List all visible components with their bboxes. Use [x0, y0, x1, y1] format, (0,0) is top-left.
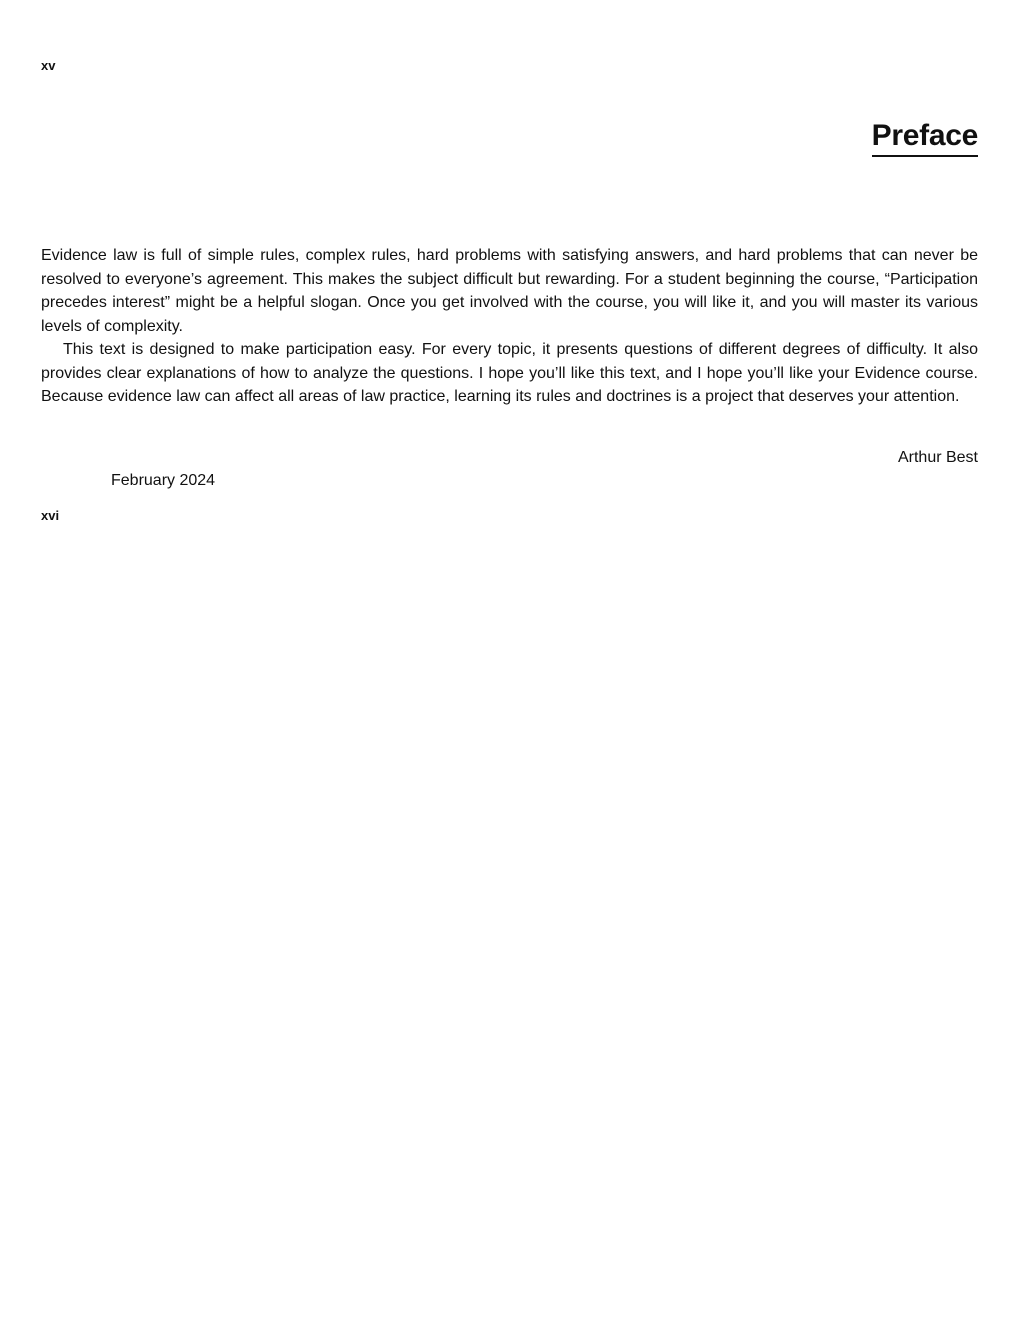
preface-body: [41, 244, 978, 409]
paragraph-1: Evidence law is full of simple rules, complex rules, hard problems with satisfying answers, and hard problems that can never be resolved to everyone’s agreement. This makes the subject difficult but rewarding. For a student beginning the course, “Participation precedes interest” might be a helpful slogan. Once you get involved with the course, you will like it, and you will master its various levels of complexity.: [41, 247, 978, 335]
chapter-title: Preface: [872, 118, 978, 157]
page-number-top: xv: [41, 58, 56, 73]
author-signature: Arthur Best: [897, 449, 978, 466]
paragraph-2: This text is designed to make participation easy. For every topic, it presents questions of different degrees of difficulty. It also provides clear explanations of how to analyze the questions. I hope you’ll like this text, and I hope you’ll like your Evidence course. Because evidence law can affect all areas of law practice, learning its rules and doctrines is a project that deserves your attention.: [41, 341, 978, 405]
signature-date: February 2024: [111, 472, 216, 489]
page-number-bottom: xvi: [41, 508, 60, 523]
